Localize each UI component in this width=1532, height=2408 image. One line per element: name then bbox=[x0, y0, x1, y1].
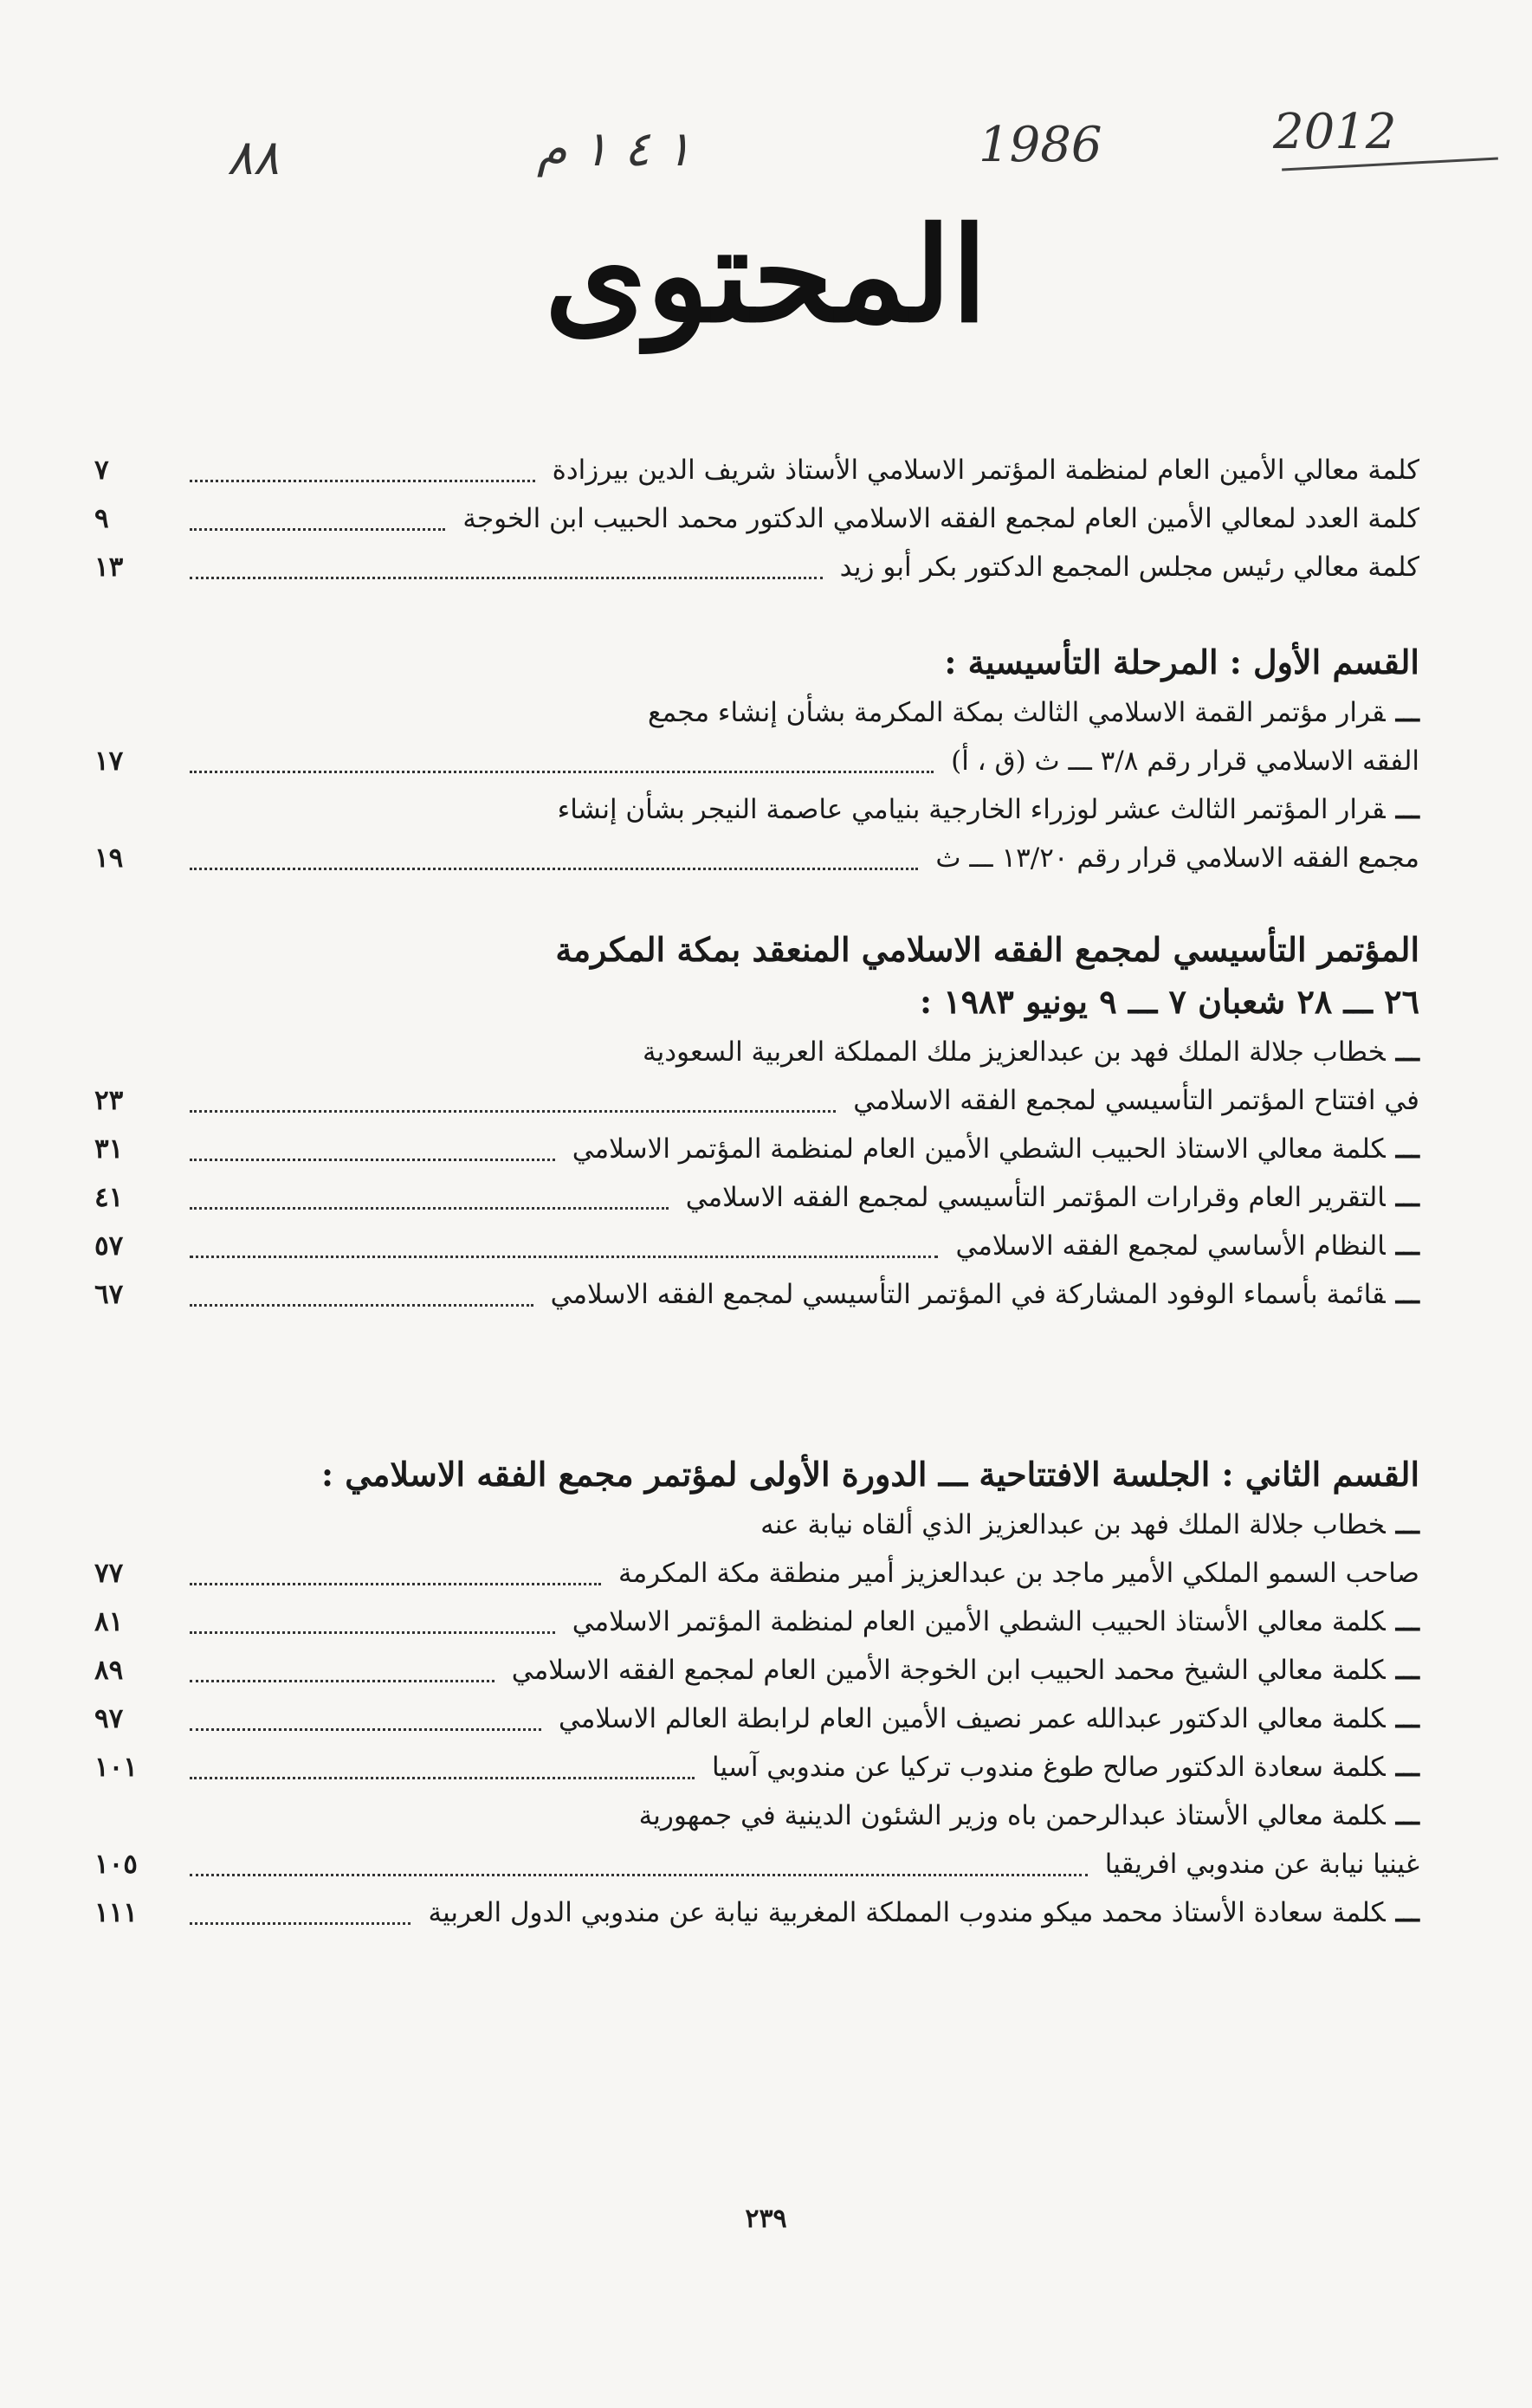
entry-page-number: ١٩ bbox=[94, 842, 124, 874]
toc-entry-line2[interactable] bbox=[94, 1549, 1419, 1598]
dash-marker: ـــ bbox=[1395, 1279, 1419, 1310]
toc-entry[interactable] bbox=[94, 1173, 1419, 1222]
toc-entry[interactable] bbox=[94, 1695, 1419, 1743]
entry-title: كلمة معالي الاستاذ الحبيب الشطي الأمين العام لمنظمة المؤتمر الاسلامي bbox=[572, 1133, 1386, 1165]
entry-page-number: ٨٩ bbox=[94, 1655, 124, 1686]
entry-title: كلمة معالي رئيس مجلس المجمع الدكتور بكر أبو زيد bbox=[839, 552, 1419, 583]
leader-dots bbox=[190, 1110, 836, 1113]
toc-entry[interactable] bbox=[94, 1743, 1419, 1791]
leader-dots bbox=[190, 1631, 555, 1634]
entry-title: كلمة سعادة الدكتور صالح طوغ مندوب تركيا عن مندوبي آسيا bbox=[712, 1752, 1386, 1783]
dash-marker: ـــ bbox=[1395, 1036, 1419, 1068]
leader-dots bbox=[190, 1728, 541, 1731]
entry-page-number: ٤١ bbox=[94, 1182, 124, 1213]
toc-entry-line2[interactable] bbox=[94, 737, 1419, 785]
leader-dots bbox=[190, 577, 823, 579]
toc-entry[interactable] bbox=[94, 1646, 1419, 1695]
entry-page-number: ١٧ bbox=[94, 746, 124, 777]
dash-marker: ـــ bbox=[1395, 1752, 1419, 1783]
toc-entry[interactable] bbox=[94, 446, 1419, 494]
entry-title: كلمة معالي الدكتور عبدالله عمر نصيف الأمين العام لرابطة العالم الاسلامي bbox=[558, 1703, 1386, 1734]
entry-page-number: ١٠١ bbox=[94, 1752, 138, 1783]
section-heading-founding-dates: ٢٦ ـــ ٢٨ شعبان ٧ ـــ ٩ يونيو ١٩٨٣ : bbox=[919, 982, 1419, 1021]
entry-title: خطاب جلالة الملك فهد بن عبدالعزيز الذي ألقاه نيابة عنه bbox=[760, 1509, 1386, 1540]
entry-page-number: ١٠٥ bbox=[94, 1849, 138, 1880]
leader-dots bbox=[190, 1680, 495, 1682]
dash-marker: ـــ bbox=[1395, 794, 1419, 825]
entry-title: خطاب جلالة الملك فهد بن عبدالعزيز ملك المملكة العربية السعودية bbox=[642, 1036, 1386, 1068]
leader-dots bbox=[190, 771, 934, 773]
leader-dots bbox=[190, 1159, 555, 1161]
entry-page-number: ٦٧ bbox=[94, 1279, 124, 1310]
entry-title: كلمة معالي الأستاذ عبدالرحمن باه وزير الشئون الدينية في جمهورية bbox=[638, 1800, 1386, 1831]
dash-marker: ـــ bbox=[1395, 1800, 1419, 1831]
toc-entry-line1[interactable] bbox=[94, 688, 1419, 737]
toc-entry[interactable] bbox=[94, 1222, 1419, 1270]
entry-page-number: ٣١ bbox=[94, 1133, 124, 1165]
dash-marker: ـــ bbox=[1395, 1230, 1419, 1262]
entry-page-number: ٢٣ bbox=[94, 1085, 124, 1116]
handwritten-year: 1986 bbox=[979, 117, 1102, 173]
entry-title: قرار المؤتمر الثالث عشر لوزراء الخارجية بنيامي عاصمة النيجر بشأن إنشاء bbox=[557, 794, 1386, 825]
handwritten-hijri-date: ١ ٤ ١ م bbox=[537, 121, 692, 178]
toc-entry[interactable] bbox=[94, 543, 1419, 591]
dash-marker: ـــ bbox=[1395, 1509, 1419, 1540]
entry-title: التقرير العام وقرارات المؤتمر التأسيسي لمجمع الفقه الاسلامي bbox=[685, 1182, 1386, 1213]
toc-entry[interactable] bbox=[94, 1125, 1419, 1173]
entry-title-continued: غينيا نيابة عن مندوبي افريقيا bbox=[1104, 1849, 1419, 1880]
toc-entry[interactable] bbox=[94, 1270, 1419, 1319]
entry-page-number: ١١١ bbox=[94, 1897, 138, 1928]
dash-marker: ـــ bbox=[1395, 1133, 1419, 1165]
leader-dots bbox=[190, 1256, 938, 1258]
handwritten-code: 2012 bbox=[1273, 104, 1397, 160]
toc-entry-line1[interactable] bbox=[94, 1501, 1419, 1549]
dash-marker: ـــ bbox=[1395, 1606, 1419, 1637]
entry-page-number: ٩٧ bbox=[94, 1703, 124, 1734]
section-heading-part-one: القسم الأول : المرحلة التأسيسية : bbox=[944, 642, 1419, 681]
table-of-contents bbox=[94, 446, 1419, 1937]
leader-dots bbox=[190, 1207, 669, 1210]
entry-title-continued: صاحب السمو الملكي الأمير ماجد بن عبدالعزيز أمير منطقة مكة المكرمة bbox=[618, 1558, 1419, 1589]
entry-title-continued: الفقه الاسلامي قرار رقم ٣/٨ ـــ ث (ق ، أ) bbox=[951, 746, 1419, 777]
section-heading-part-two: القسم الثاني : الجلسة الافتتاحية ـــ الدورة الأولى لمؤتمر مجمع الفقه الاسلامي : bbox=[321, 1455, 1419, 1494]
leader-dots bbox=[190, 1777, 695, 1779]
entry-title-continued: مجمع الفقه الاسلامي قرار رقم ١٣/٢٠ ـــ ث bbox=[935, 842, 1419, 874]
entry-title: كلمة معالي الأمين العام لمنظمة المؤتمر الاسلامي الأستاذ شريف الدين بيرزادة bbox=[552, 455, 1419, 486]
entry-page-number: ٧ bbox=[94, 455, 109, 486]
entry-title: كلمة العدد لمعالي الأمين العام لمجمع الفقه الاسلامي الدكتور محمد الحبيب ابن الخوجة bbox=[462, 503, 1419, 534]
leader-dots bbox=[190, 528, 445, 531]
entry-title: قرار مؤتمر القمة الاسلامي الثالث بمكة المكرمة بشأن إنشاء مجمع bbox=[648, 697, 1386, 728]
leader-dots bbox=[190, 480, 535, 482]
entry-title: كلمة معالي الشيخ محمد الحبيب ابن الخوجة الأمين العام لمجمع الفقه الاسلامي bbox=[511, 1655, 1386, 1686]
dash-marker: ـــ bbox=[1395, 1703, 1419, 1734]
entry-title: النظام الأساسي لمجمع الفقه الاسلامي bbox=[955, 1230, 1386, 1262]
toc-entry-line2[interactable] bbox=[94, 1840, 1419, 1888]
entry-page-number: ٩ bbox=[94, 503, 109, 534]
entry-page-number: ١٣ bbox=[94, 552, 124, 583]
dash-marker: ـــ bbox=[1395, 1897, 1419, 1928]
dash-marker: ـــ bbox=[1395, 1182, 1419, 1213]
toc-entry-line1[interactable] bbox=[94, 785, 1419, 834]
handwritten-shelf-mark: ٨٨ bbox=[227, 130, 280, 186]
leader-dots bbox=[190, 1304, 533, 1307]
dash-marker: ـــ bbox=[1395, 1655, 1419, 1686]
entry-title: كلمة سعادة الأستاذ محمد ميكو مندوب المملكة المغربية نيابة عن مندوبي الدول العربية bbox=[428, 1897, 1386, 1928]
toc-entry-line1[interactable] bbox=[94, 1791, 1419, 1840]
entry-title-continued: في افتتاح المؤتمر التأسيسي لمجمع الفقه الاسلامي bbox=[853, 1085, 1419, 1116]
toc-entry-line1[interactable] bbox=[94, 1028, 1419, 1076]
toc-entry[interactable] bbox=[94, 494, 1419, 543]
toc-entry-line2[interactable] bbox=[94, 1076, 1419, 1125]
entry-page-number: ٥٧ bbox=[94, 1230, 124, 1262]
leader-dots bbox=[190, 1922, 410, 1925]
entry-page-number: ٧٧ bbox=[94, 1558, 124, 1589]
leader-dots bbox=[190, 868, 918, 870]
entry-title: قائمة بأسماء الوفود المشاركة في المؤتمر التأسيسي لمجمع الفقه الاسلامي bbox=[550, 1279, 1386, 1310]
entry-page-number: ٨١ bbox=[94, 1606, 124, 1637]
toc-entry-line2[interactable] bbox=[94, 834, 1419, 882]
leader-dots bbox=[190, 1583, 601, 1585]
section-heading-founding-conference: المؤتمر التأسيسي لمجمع الفقه الاسلامي المنعقد بمكة المكرمة bbox=[555, 930, 1419, 969]
page-title: المحتوى bbox=[544, 199, 988, 352]
leader-dots bbox=[190, 1874, 1088, 1876]
entry-title: كلمة معالي الأستاذ الحبيب الشطي الأمين العام لمنظمة المؤتمر الاسلامي bbox=[572, 1606, 1386, 1637]
page-number-footer: ٢٣٩ bbox=[745, 2204, 787, 2234]
dash-marker: ـــ bbox=[1395, 697, 1419, 728]
toc-entry[interactable] bbox=[94, 1598, 1419, 1646]
toc-entry[interactable] bbox=[94, 1888, 1419, 1937]
